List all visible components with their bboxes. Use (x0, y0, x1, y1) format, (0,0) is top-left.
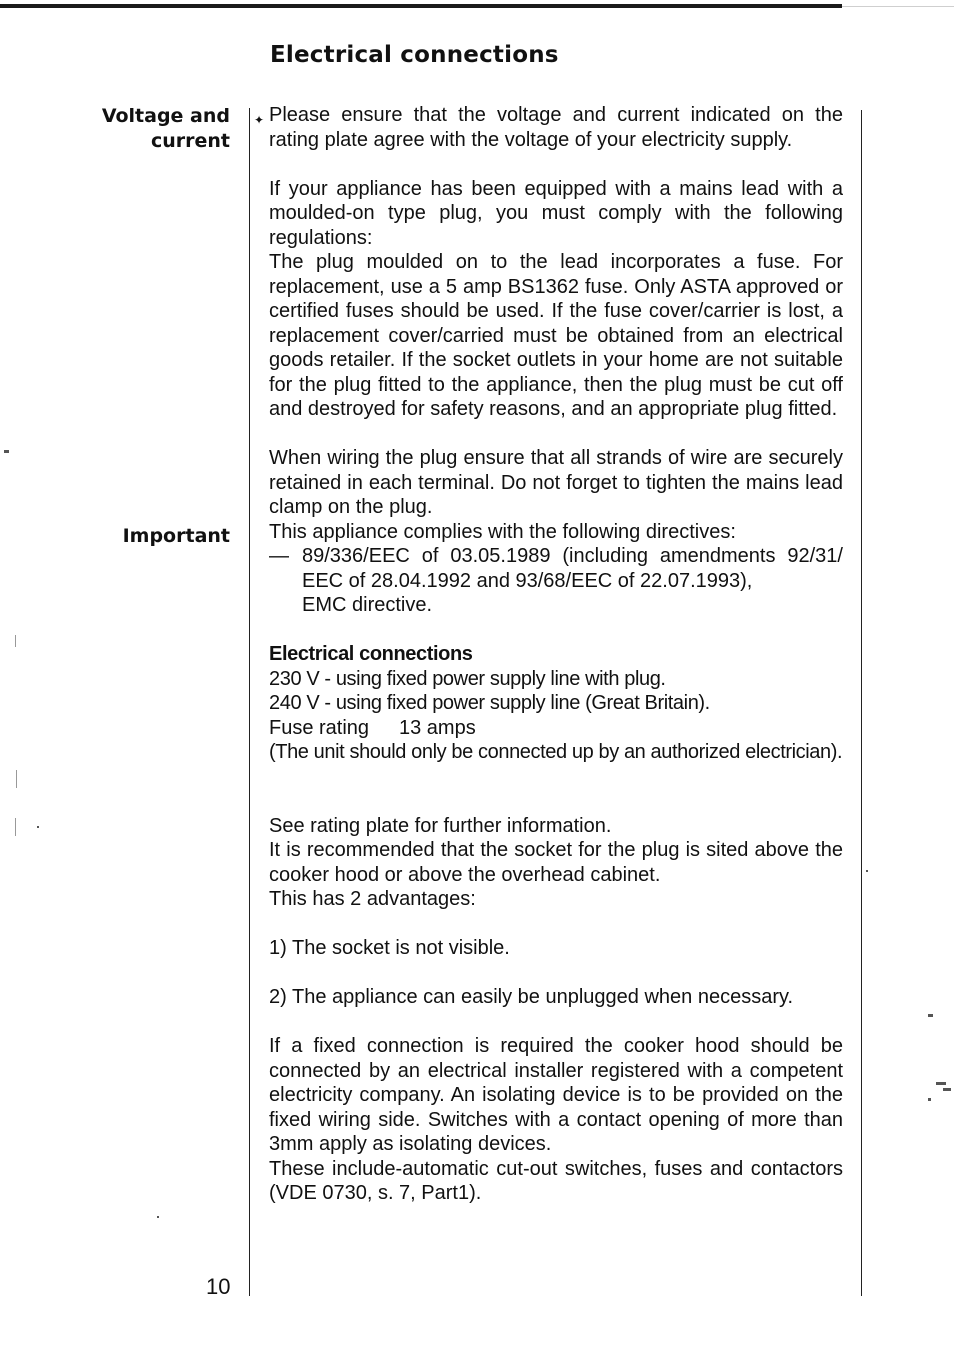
side-heading-voltage-line1: Voltage and (101, 105, 230, 127)
side-heading-important: Important (122, 525, 230, 547)
moulded-plug-paragraph: If your appliance has been equipped with a mains lead with a moulded-on type plug, you must comply with the following regulations: (269, 177, 843, 249)
scan-speck (936, 1082, 946, 1085)
scan-speck (4, 450, 9, 453)
emc-directive-line: EMC directive. (302, 594, 433, 616)
top-rule-faint (842, 6, 954, 7)
scan-speck (928, 1014, 933, 1017)
fuse-rating-label: Fuse rating (269, 716, 370, 739)
supply-240v-line: 240 V - using fixed power supply line (Great Britain). (269, 692, 710, 714)
fuse-rating-line (269, 716, 843, 741)
supply-230v-line: 230 V - using fixed power supply line with plug. (269, 667, 666, 690)
scan-speck (16, 770, 17, 788)
directives-intro: This appliance complies with the following directives: (269, 520, 736, 543)
main-content (269, 103, 843, 1206)
top-rule (0, 4, 842, 8)
advantages-intro: This has 2 advantages: (269, 888, 476, 910)
wiring-plug-paragraph: When wiring the plug ensure that all strands of wire are securely retained in each terminal. Do not forget to tighten the mains lead clamp on the plug. (269, 447, 843, 518)
left-column-rule (249, 108, 250, 1296)
side-heading-voltage-current (102, 104, 230, 154)
dash-icon: — (269, 545, 289, 567)
voltage-check-paragraph: Please ensure that the voltage and current indicated on the rating plate agree with the voltage of your electricity supply. (269, 104, 843, 151)
scan-speck (928, 1098, 931, 1101)
scan-speck (15, 818, 16, 836)
scan-speck (15, 635, 16, 647)
fuse-replacement-paragraph: The plug moulded on to the lead incorporates a fuse. For replacement, use a 5 amp BS1362 fuse. Only ASTA approved or certified fuses should be used. If the fuse cover/carrier is lost, a replacement cover/carried must be obtained from an electrical goods retailer. If the socket outlets in your home are not suitable for the plug fitted to the appliance, then the plug must be cut off and destroyed for safety reasons, and an appropriate plug fitted. (269, 251, 843, 420)
fixed-connection-paragraph: If a fixed connection is required the cooker hood should be connected by an electrical installer registered with a competent electricity company. An isolating device is to be provided on the fixed wiring side. Switches with a contact opening of more than 3mm apply as isolating devices. (269, 1035, 843, 1155)
page-number: 10 (206, 1274, 231, 1299)
electrical-connections-subheading: Electrical connections (269, 643, 473, 665)
directive-list-item (269, 544, 843, 593)
scan-speck (37, 826, 39, 828)
fuse-rating-value: 13 amps (399, 716, 476, 739)
advantage-item-2: 2) The appliance can easily be unplugged when necessary. (269, 986, 794, 1008)
socket-recommendation-paragraph: It is recommended that the socket for the plug is sited above the cooker hood or above the overhead cabinet. (269, 839, 843, 886)
scan-speck (943, 1088, 951, 1091)
advantage-item-1: 1) The socket is not visible. (269, 937, 510, 959)
right-column-rule (861, 110, 862, 1296)
see-rating-plate-line: See rating plate for further information. (269, 814, 612, 837)
side-heading-voltage-line2: current (150, 130, 230, 152)
bullet-marker-icon: ✦ (254, 113, 265, 127)
electrician-note: (The unit should only be connected up by an authorized electrician). (269, 741, 843, 763)
scan-speck (866, 870, 868, 872)
page-title: Electrical connections (270, 42, 559, 68)
directive-text: 89/336/EEC of 03.05.1989 (including amendments 92/31/ EEC of 28.04.1992 and 93/68/EEC of 22.07.1993), (302, 545, 843, 592)
scan-speck (157, 1216, 159, 1218)
isolating-devices-paragraph: These include-automatic cut-out switches, fuses and contactors (VDE 0730, s. 7, Part1). (269, 1157, 843, 1204)
